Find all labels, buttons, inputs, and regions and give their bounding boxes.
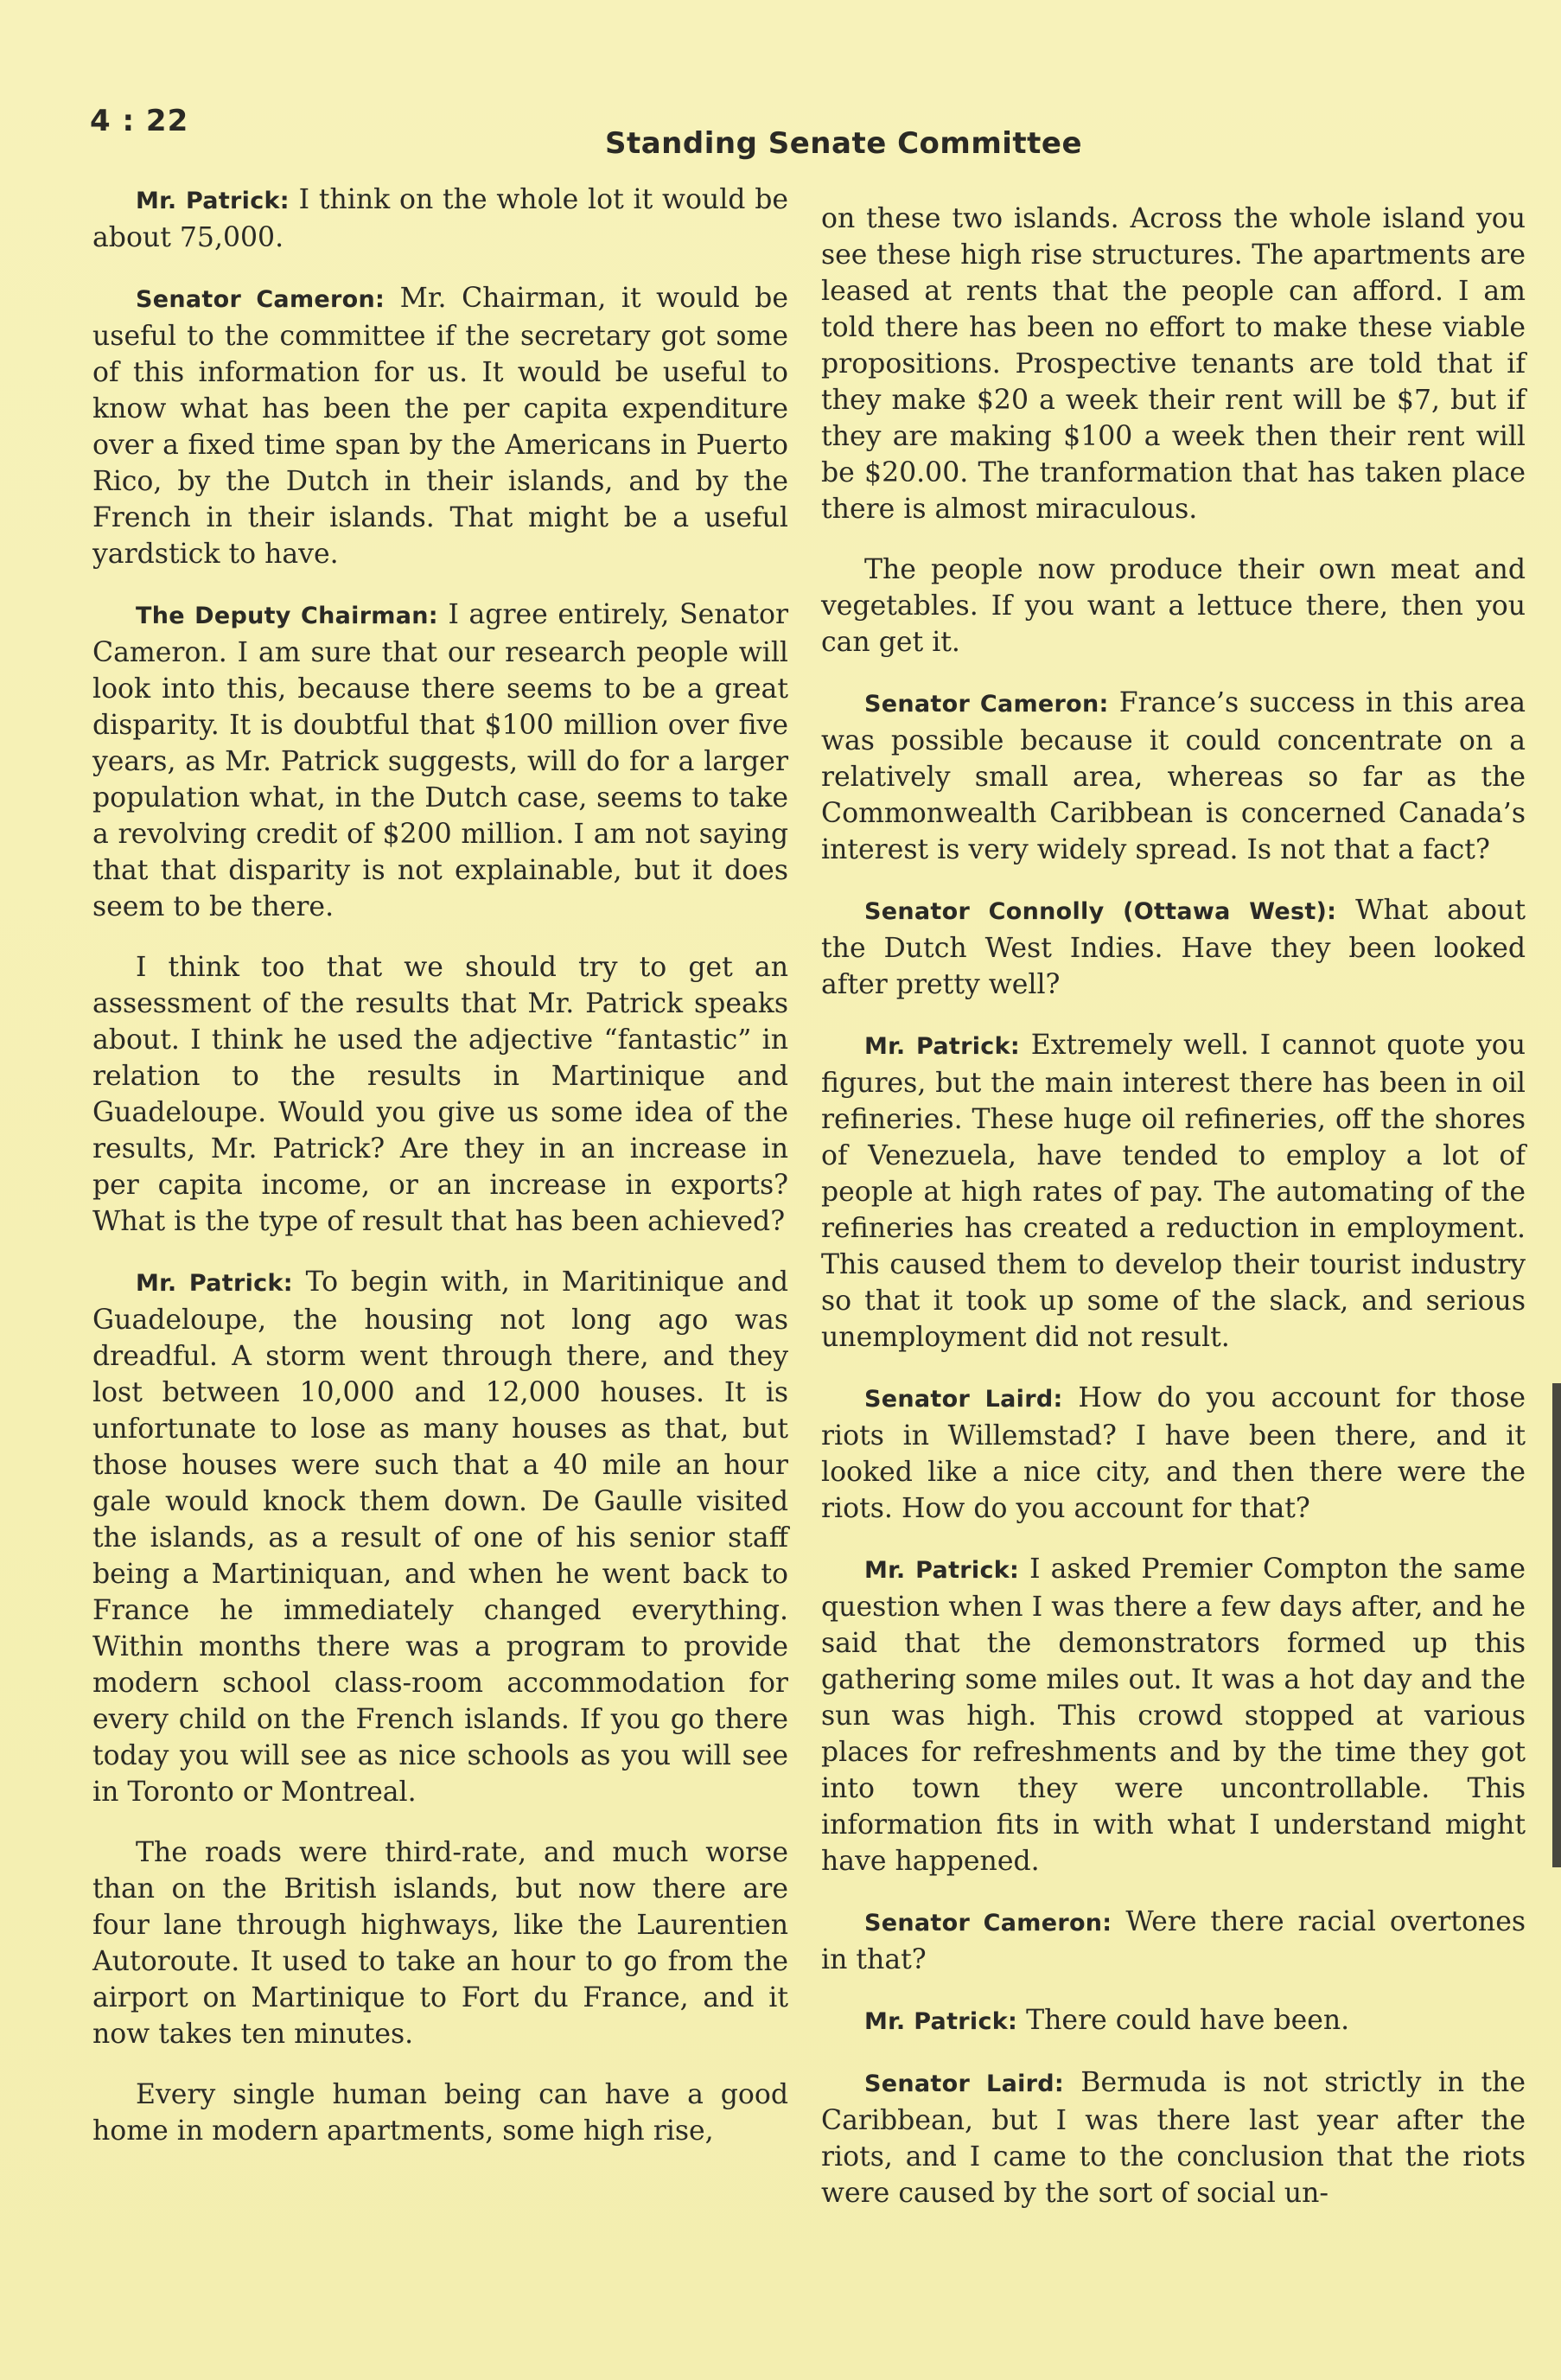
paragraph-text: What about the Dutch West Indies. Have they been looked after pretty well?: [821, 895, 1526, 1000]
transcript-paragraph: [821, 685, 1526, 868]
transcript-paragraph: [821, 552, 1526, 660]
speaker-name: Senator Connolly (Ottawa West):: [864, 898, 1337, 925]
speaker-name: Mr. Patrick:: [864, 1557, 1020, 1584]
paragraph-text: To begin with, in Maritinique and Guadeloupe, the housing not long ago was dreadful. A storm went through there, and they lost between 10,000 and 12,000 houses. It is unfortunate to lose as many houses as that, but those houses were such that a 40 mile an hour gale would knock them down. De Gaulle visited the islands, as a result of one of his senior staff being a Martiniquan, and when he went back to France he immediately changed everything. Within months there was a program to provide modern school class-room accommodation for every child on the French islands. If you go there today you will see as nice schools as you will see in Toronto or Montreal.: [92, 1267, 789, 1808]
transcript-paragraph: [821, 1551, 1526, 1879]
speaker-name: Mr. Patrick:: [864, 2008, 1018, 2035]
transcript-paragraph: [821, 1027, 1526, 1356]
paragraph-text: I think too that we should try to get an assessment of the results that Mr. Patrick speaks about. I think he used the adjective “fantastic” in relation to the results in Martinique and Guadeloupe. Would you give us some idea of the results, Mr. Patrick? Are they in an increase in per capita income, or an increase in exports? What is the type of result that has been achieved?: [92, 952, 788, 1237]
transcript-paragraph: [821, 201, 1526, 527]
paragraph-text: There could have been.: [1026, 2005, 1350, 2036]
paragraph-text: Mr. Chairman, it would be useful to the committee if the secretary got some of this information for us. It would be useful to know what has been the per capita expenditure over a fixed time span by the Americans in Puerto Rico, by the Dutch in their islands, and by the French in their islands. That might be a useful yardstick to have.: [92, 283, 788, 570]
paragraph-text: Every single human being can have a good home in modern apartments, some high rise,: [92, 2079, 788, 2147]
paragraph-text: Bermuda is not strictly in the Caribbean, but I was there last year after the riots, and I came to the conclusion that the riots were caused by the sort of social un-: [821, 2067, 1526, 2209]
transcript-paragraph: [92, 182, 788, 256]
speaker-name: Mr. Patrick:: [136, 188, 290, 214]
left-column: [92, 182, 788, 2173]
speaker-name: The Deputy Chairman:: [136, 603, 438, 629]
transcript-paragraph: [92, 949, 788, 1240]
right-column: [821, 201, 1526, 2236]
transcript-paragraph: [821, 2064, 1526, 2211]
speaker-name: Senator Cameron:: [864, 1910, 1112, 1937]
page-number: 4 : 22: [90, 104, 189, 138]
running-head: Standing Senate Committee: [605, 126, 1083, 161]
page-edge-shadow: [1552, 1383, 1561, 1867]
paragraph-text: The roads were third-rate, and much worse than on the British islands, but now there are four lane through highways, like the Laurentien Autoroute. It used to take an hour to go from the airport on Martinique to Fort du France, and it now takes ten minutes.: [92, 1837, 788, 2050]
speaker-name: Senator Laird:: [864, 1386, 1063, 1413]
transcript-paragraph: [92, 597, 788, 925]
transcript-paragraph: [821, 2002, 1526, 2040]
paragraph-text: Extremely well. I cannot quote you figures, but the main interest there has been in oil refineries. These huge oil refineries, off the shores of Venezuela, have tended to employ a lot of people at high rates of pay. The automating of the refineries has created a reduction in employment. This caused them to develop their tourist industry so that it took up some of the slack, and serious unemployment did not result.: [821, 1030, 1526, 1353]
paragraph-text: How do you account for those riots in Willemstad? I have been there, and it looked like a nice city, and then there were the riots. How do you account for that?: [821, 1382, 1526, 1524]
transcript-paragraph: [92, 280, 788, 572]
transcript-paragraph: [821, 1904, 1526, 1978]
speaker-name: Senator Cameron:: [136, 286, 385, 313]
transcript-paragraph: [821, 892, 1526, 1003]
paragraph-text: on these two islands. Across the whole island you see these high rise structures. The apartments are leased at rents that the people can afford. I am told there has been no effort to make these viable propositions. Prospective tenants are told that if they make $20 a week their rent will be $7, but if they are making $100 a week then their rent will be $20.00. The tranformation that has taken place there is almost miraculous.: [821, 203, 1526, 525]
transcript-paragraph: [821, 1380, 1526, 1527]
transcript-paragraph: [92, 1264, 788, 1810]
transcript-paragraph: [92, 1834, 788, 2052]
paragraph-text: I think on the whole lot it would be about 75,000.: [92, 184, 789, 253]
paragraph-text: Were there racial overtones in that?: [821, 1906, 1526, 1975]
paragraph-text: I asked Premier Compton the same question when I was there a few days after, and he said that the demonstrators formed up this gathering some miles out. It was a hot day and the sun was high. This crowd stopped at various places for refreshments and by the time they got into town they were uncontrollable. This information fits in with what I understand might have happened.: [821, 1554, 1526, 1877]
speaker-name: Senator Laird:: [864, 2071, 1064, 2097]
paragraph-text: France’s success in this area was possible because it could concentrate on a relatively small area, whereas so far as the Commonwealth Caribbean is concerned Canada’s interest is very widely spread. Is not that a fact?: [821, 687, 1526, 865]
paragraph-text: The people now produce their own meat and vegetables. If you want a lettuce there, then you can get it.: [821, 554, 1526, 658]
paragraph-text: I agree entirely, Senator Cameron. I am sure that our research people will look into this, because there seems to be a great disparity. It is doubtful that $100 million over five years, as Mr. Patrick suggests, will do for a larger population what, in the Dutch case, seems to take a revolving credit of $200 million. I am not saying that that disparity is not explainable, but it does seem to be there.: [92, 599, 789, 922]
speaker-name: Mr. Patrick:: [136, 1270, 293, 1297]
speaker-name: Senator Cameron:: [864, 691, 1109, 718]
transcript-paragraph: [92, 2077, 788, 2149]
speaker-name: Mr. Patrick:: [864, 1033, 1020, 1060]
